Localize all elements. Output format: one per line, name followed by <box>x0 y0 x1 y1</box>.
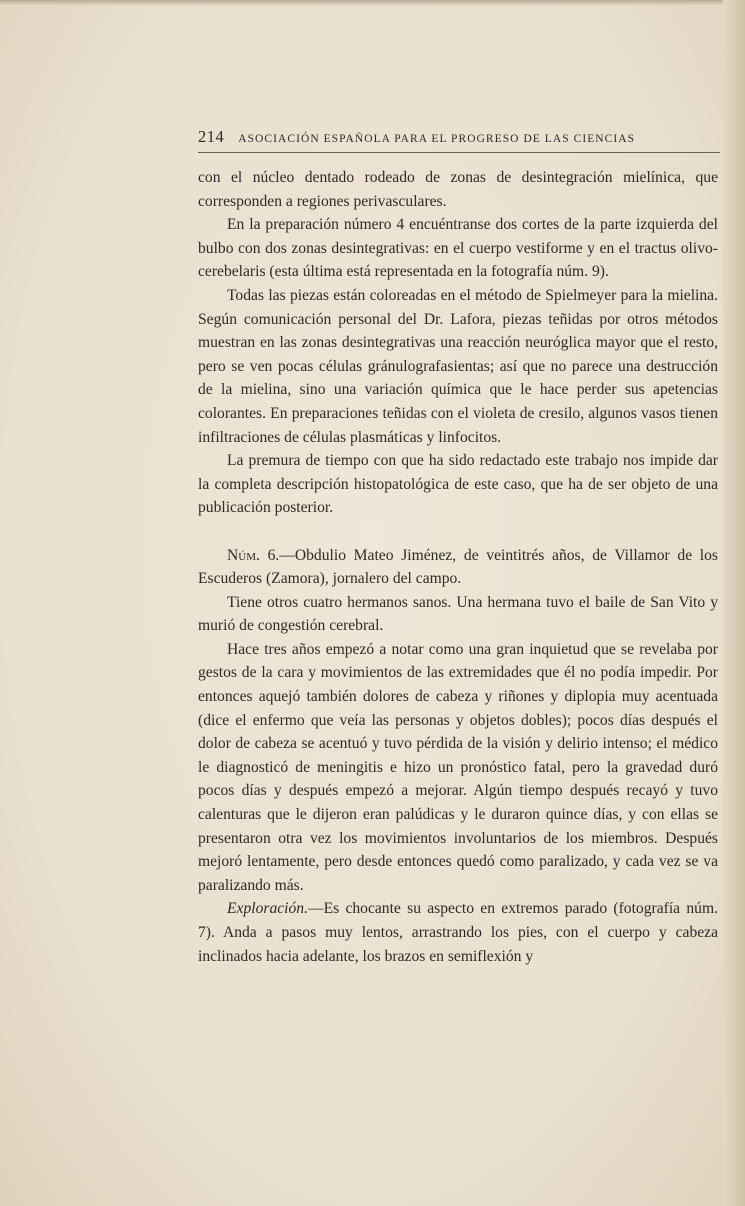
running-header <box>198 127 718 149</box>
paragraph: Todas las piezas están coloreadas en el método de Spielmeyer para la mielina. Según comunicación personal del Dr. Lafora, piezas teñidas por otros métodos muestran en las zonas desintegrativas una reacción neuróglica mayor que el resto, pero se ven pocas células gránulografasientas; así que no parece una destrucción de la mielina, sino una variación química que le hace perder sus apetencias colorantes. En preparaciones teñidas con el violeta de cresilo, algunos vasos tienen infiltraciones de células plasmáticas y linfocitos. <box>198 286 718 446</box>
paragraph: En la preparación número 4 encuéntranse dos cortes de la parte izquierda del bulbo con dos zonas desintegrativas: en el cuerpo vestiforme y en el tractus olivo-cerebelaris (esta última está representada en la fotografía núm. 9). <box>198 216 718 281</box>
case-intro: —Obdulio Mateo Jiménez, de veintitrés años, de Villamor de los Escuderos (Zamora), jornalero del campo. <box>198 546 719 588</box>
page-number: 214 <box>198 127 225 146</box>
paragraph: con el núcleo dentado rodeado de zonas de desintegración mielínica, que corresponden a regiones perivasculares. <box>198 169 718 210</box>
exploration-text: —Es chocante su aspecto en extremos parado (fotografía núm. 7). Anda a pasos muy lentos, arrastrando los pies, con el cuerpo y cabeza inclinados hacia adelante, los brazos en semiflexión y <box>198 900 718 965</box>
case-heading-paragraph <box>198 544 718 591</box>
body-text <box>198 166 718 968</box>
exploration-label: Exploración. <box>227 900 308 918</box>
paragraph: Hace tres años empezó a notar como una gran inquietud que se revelaba por gestos de la cara y movimientos de las extremidades que él no podía impedir. Por entonces aquejó también dolores de cabeza y riñones y diplopia muy acentuada (dice el enfermo que veía las personas y objetos dobles); pocos días después el dolor de cabeza se acentuó y tuvo pérdida de la visión y delirio intenso; el médico le diagnosticó de meningitis e hizo un pronóstico fatal, pero la gravedad duró pocos días y después empezó a mejorar. Algún tiempo después recayó y tuvo calenturas que le dijeron eran palúdicas y le duraron quince días, y con ellas se presentaron otra vez los movimientos involuntarios de los miembros. Después mejoró lentamente, pero desde entonces quedó como paralizado, y cada vez se va paralizando más. <box>198 640 718 894</box>
header-rule <box>198 152 720 153</box>
exploration-paragraph <box>198 897 718 968</box>
page-right-edge <box>723 0 745 1206</box>
page-top-edge <box>0 0 745 6</box>
paragraph: La premura de tiempo con que ha sido redactado este trabajo nos impide dar la completa descripción histopatológica de este caso, que ha de ser objeto de una publicación posterior. <box>198 452 718 517</box>
case-label: Núm. 6. <box>227 546 280 564</box>
running-head: ASOCIACIÓN ESPAÑOLA PARA EL PROGRESO DE LAS CIENCIAS <box>238 133 636 145</box>
paragraph: Tiene otros cuatro hermanos sanos. Una hermana tuvo el baile de San Vito y murió de congestión cerebral. <box>198 593 718 635</box>
